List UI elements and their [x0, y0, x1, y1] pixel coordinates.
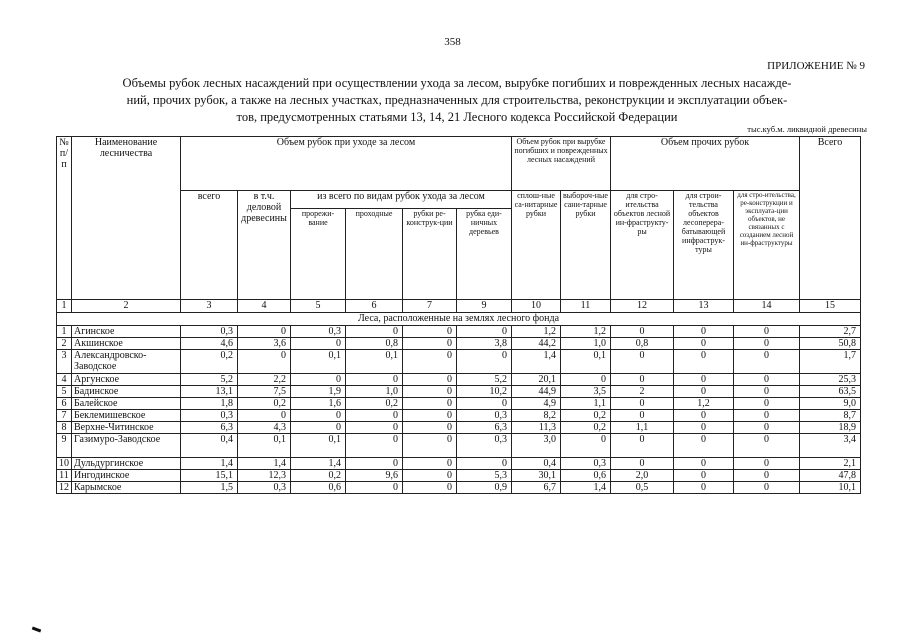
row-number: 11	[57, 470, 72, 482]
value-cell: 0	[611, 350, 674, 374]
value-cell: 0	[403, 482, 457, 494]
value-cell: 7,5	[238, 386, 291, 398]
value-cell: 0	[734, 386, 800, 398]
value-cell: 0	[403, 410, 457, 422]
column-number: 6	[346, 300, 403, 313]
value-cell: 3,6	[238, 338, 291, 350]
value-cell: 1,2	[512, 326, 561, 338]
forestry-name: Карымское	[72, 482, 181, 494]
forestry-name: Аргунское	[72, 374, 181, 386]
value-cell: 0	[346, 458, 403, 470]
appendix-label: ПРИЛОЖЕНИЕ № 9	[767, 60, 865, 72]
value-cell: 0	[403, 350, 457, 374]
column-number: 7	[403, 300, 457, 313]
header-care: Объем рубок при уходе за лесом	[181, 137, 512, 191]
value-cell: 1,4	[238, 458, 291, 470]
value-cell: 10,2	[457, 386, 512, 398]
value-cell: 0	[674, 458, 734, 470]
value-cell: 0	[291, 374, 346, 386]
value-cell: 0	[403, 338, 457, 350]
header-total: Всего	[800, 137, 861, 300]
value-cell: 0	[674, 482, 734, 494]
value-cell: 0	[561, 434, 611, 458]
value-cell: 44,9	[512, 386, 561, 398]
value-cell: 13,1	[181, 386, 238, 398]
value-cell: 1,4	[512, 350, 561, 374]
table-row	[57, 470, 861, 482]
value-cell: 0	[403, 470, 457, 482]
value-cell: 1,5	[181, 482, 238, 494]
value-cell: 0,2	[238, 398, 291, 410]
value-cell: 5,2	[457, 374, 512, 386]
value-cell: 25,3	[800, 374, 861, 386]
value-cell: 1,4	[561, 482, 611, 494]
value-cell: 0	[457, 398, 512, 410]
value-cell: 1,6	[291, 398, 346, 410]
value-cell: 8,2	[512, 410, 561, 422]
value-cell: 1,9	[291, 386, 346, 398]
value-cell: 63,5	[800, 386, 861, 398]
header-care-deloy: в т.ч. деловой древесины	[238, 191, 291, 300]
value-cell: 0	[734, 326, 800, 338]
row-number: 9	[57, 434, 72, 458]
value-cell: 0	[734, 410, 800, 422]
value-cell: 0,8	[346, 338, 403, 350]
value-cell: 0,9	[457, 482, 512, 494]
value-cell: 0	[346, 434, 403, 458]
value-cell: 0,6	[291, 482, 346, 494]
value-cell: 2,0	[611, 470, 674, 482]
table-row	[57, 398, 861, 410]
column-number: 13	[674, 300, 734, 313]
value-cell: 0,2	[561, 410, 611, 422]
forestry-name: Бадинское	[72, 386, 181, 398]
value-cell: 0,3	[291, 326, 346, 338]
value-cell: 0,1	[238, 434, 291, 458]
forestry-name: Александровско-Заводское	[72, 350, 181, 374]
value-cell: 0,3	[457, 434, 512, 458]
value-cell: 2,2	[238, 374, 291, 386]
value-cell: 4,3	[238, 422, 291, 434]
column-number: 11	[561, 300, 611, 313]
value-cell: 15,1	[181, 470, 238, 482]
value-cell: 3,4	[800, 434, 861, 458]
value-cell: 10,1	[800, 482, 861, 494]
row-number: 4	[57, 374, 72, 386]
value-cell: 0	[674, 386, 734, 398]
column-number: 4	[238, 300, 291, 313]
table-row	[57, 458, 861, 470]
value-cell: 0,3	[181, 410, 238, 422]
row-number: 8	[57, 422, 72, 434]
value-cell: 0,1	[291, 434, 346, 458]
value-cell: 0	[611, 410, 674, 422]
value-cell: 0	[674, 410, 734, 422]
value-cell: 8,7	[800, 410, 861, 422]
header-care-all: всего	[181, 191, 238, 300]
column-number: 1	[57, 300, 72, 313]
value-cell: 0	[674, 422, 734, 434]
value-cell: 0,8	[611, 338, 674, 350]
value-cell: 2	[611, 386, 674, 398]
value-cell: 6,7	[512, 482, 561, 494]
data-table	[56, 136, 861, 494]
value-cell: 0,2	[181, 350, 238, 374]
value-cell: 0	[346, 422, 403, 434]
value-cell: 1,1	[611, 422, 674, 434]
value-cell: 0	[403, 374, 457, 386]
value-cell: 2,7	[800, 326, 861, 338]
value-cell: 1,4	[181, 458, 238, 470]
value-cell: 0	[561, 374, 611, 386]
row-number: 12	[57, 482, 72, 494]
value-cell: 0	[238, 326, 291, 338]
page-number: 358	[444, 36, 461, 48]
value-cell: 0	[403, 398, 457, 410]
value-cell: 0	[291, 422, 346, 434]
table-row	[57, 326, 861, 338]
value-cell: 0,5	[611, 482, 674, 494]
row-number: 5	[57, 386, 72, 398]
value-cell: 0	[457, 458, 512, 470]
header-passing: проходные	[346, 209, 403, 300]
header-num: № п/ п	[57, 137, 72, 300]
header-other: Объем прочих рубок	[611, 137, 800, 191]
value-cell: 0	[734, 458, 800, 470]
header-care-by-type: из всего по видам рубок ухода за лесом	[291, 191, 512, 209]
value-cell: 0,4	[512, 458, 561, 470]
value-cell: 0	[403, 458, 457, 470]
value-cell: 0	[674, 374, 734, 386]
document-title-line-2: ний, прочих рубок, а также на лесных участках, предназначенных для строительства, реконструкции и эксплуатации объек-	[126, 93, 788, 107]
column-number: 14	[734, 300, 800, 313]
value-cell: 3,8	[457, 338, 512, 350]
value-cell: 0	[238, 410, 291, 422]
forestry-name: Верхне-Читинское	[72, 422, 181, 434]
value-cell: 0	[346, 482, 403, 494]
value-cell: 47,8	[800, 470, 861, 482]
value-cell: 0	[734, 398, 800, 410]
column-number: 5	[291, 300, 346, 313]
header-other-forest-infra: для стро-ительства объектов лесной ин-фраструкту-ры	[611, 191, 674, 300]
value-cell: 0	[611, 326, 674, 338]
row-number: 3	[57, 350, 72, 374]
value-cell: 0	[674, 470, 734, 482]
value-cell: 1,1	[561, 398, 611, 410]
value-cell: 50,8	[800, 338, 861, 350]
table-row	[57, 386, 861, 398]
value-cell: 0	[734, 374, 800, 386]
value-cell: 0	[734, 422, 800, 434]
value-cell: 0,3	[238, 482, 291, 494]
value-cell: 20,1	[512, 374, 561, 386]
value-cell: 0	[291, 338, 346, 350]
value-cell: 9,6	[346, 470, 403, 482]
scan-mark	[32, 627, 41, 633]
value-cell: 0	[734, 338, 800, 350]
value-cell: 5,3	[457, 470, 512, 482]
forestry-name: Ингодинское	[72, 470, 181, 482]
value-cell: 0	[457, 350, 512, 374]
value-cell: 0,3	[457, 410, 512, 422]
header-thinning: прорежи-вание	[291, 209, 346, 300]
table-row	[57, 482, 861, 494]
forestry-name: Акшинское	[72, 338, 181, 350]
table-row	[57, 374, 861, 386]
value-cell: 0,6	[561, 470, 611, 482]
table-row	[57, 434, 861, 458]
value-cell: 6,3	[457, 422, 512, 434]
value-cell: 44,2	[512, 338, 561, 350]
units-note: тыс.куб.м. ликвидной древесины	[747, 124, 867, 134]
value-cell: 0	[611, 458, 674, 470]
forestry-name: Дульдургинское	[72, 458, 181, 470]
value-cell: 0	[457, 326, 512, 338]
document-title-line-1: Объемы рубок лесных насаждений при осуществлении ухода за лесом, вырубке погибших и поврежденных лесных насажде-	[122, 76, 792, 90]
value-cell: 0,1	[291, 350, 346, 374]
value-cell: 0	[403, 434, 457, 458]
row-number: 6	[57, 398, 72, 410]
value-cell: 1,4	[291, 458, 346, 470]
value-cell: 2,1	[800, 458, 861, 470]
value-cell: 0,2	[346, 398, 403, 410]
value-cell: 0,2	[561, 422, 611, 434]
table-row	[57, 410, 861, 422]
value-cell: 9,0	[800, 398, 861, 410]
value-cell: 0	[734, 434, 800, 458]
value-cell: 0	[734, 482, 800, 494]
value-cell: 0	[611, 398, 674, 410]
column-number: 3	[181, 300, 238, 313]
table-row	[57, 338, 861, 350]
value-cell: 0	[346, 410, 403, 422]
value-cell: 0,4	[181, 434, 238, 458]
value-cell: 0,3	[181, 326, 238, 338]
forestry-name: Агинское	[72, 326, 181, 338]
value-cell: 1,2	[674, 398, 734, 410]
column-number: 12	[611, 300, 674, 313]
column-number: 15	[800, 300, 861, 313]
column-number: 2	[72, 300, 181, 313]
header-other-unrelated: для стро-ительства, ре-конструкции и эксплуата-ции объектов, не связанных с созданием лесной ин-фраструктуры	[734, 191, 800, 300]
header-dead: Объем рубок при вырубке погибших и поврежденных лесных насаждений	[512, 137, 611, 191]
row-number: 2	[57, 338, 72, 350]
value-cell: 0	[403, 422, 457, 434]
value-cell: 0	[734, 470, 800, 482]
value-cell: 0	[674, 338, 734, 350]
value-cell: 0	[403, 386, 457, 398]
value-cell: 0	[238, 350, 291, 374]
forestry-name: Беклемишевское	[72, 410, 181, 422]
document-title-line-3: тов, предусмотренных статьями 13, 14, 21 Лесного кодекса Российской Федерации	[236, 110, 678, 124]
value-cell: 0,1	[561, 350, 611, 374]
value-cell: 0	[611, 434, 674, 458]
value-cell: 0	[346, 374, 403, 386]
section-title: Леса, расположенные на землях лесного фонда	[57, 313, 861, 326]
value-cell: 12,3	[238, 470, 291, 482]
value-cell: 30,1	[512, 470, 561, 482]
header-dead-clear: сплош-ные са-нитарные рубки	[512, 191, 561, 300]
value-cell: 6,3	[181, 422, 238, 434]
value-cell: 0	[674, 434, 734, 458]
value-cell: 0	[734, 350, 800, 374]
value-cell: 0,3	[561, 458, 611, 470]
value-cell: 3,0	[512, 434, 561, 458]
header-other-processing: для строи-тельства объектов лесоперера-батывающей инфраструк-туры	[674, 191, 734, 300]
value-cell: 0	[674, 350, 734, 374]
header-name: Наименование лесничества	[72, 137, 181, 300]
value-cell: 0,2	[291, 470, 346, 482]
value-cell: 18,9	[800, 422, 861, 434]
value-cell: 0	[674, 326, 734, 338]
value-cell: 4,9	[512, 398, 561, 410]
row-number: 7	[57, 410, 72, 422]
value-cell: 0	[346, 326, 403, 338]
value-cell: 1,8	[181, 398, 238, 410]
value-cell: 1,0	[561, 338, 611, 350]
value-cell: 0	[611, 374, 674, 386]
column-number: 10	[512, 300, 561, 313]
row-number: 10	[57, 458, 72, 470]
value-cell: 3,5	[561, 386, 611, 398]
header-single-trees: рубка еди-ничных деревьев	[457, 209, 512, 300]
header-reconstruction: рубки ре-конструк-ции	[403, 209, 457, 300]
value-cell: 0	[403, 326, 457, 338]
value-cell: 0	[291, 410, 346, 422]
row-number: 1	[57, 326, 72, 338]
table-row	[57, 350, 861, 374]
value-cell: 1,7	[800, 350, 861, 374]
header-dead-select: выбороч-ные сани-тарные рубки	[561, 191, 611, 300]
value-cell: 4,6	[181, 338, 238, 350]
value-cell: 1,0	[346, 386, 403, 398]
value-cell: 1,2	[561, 326, 611, 338]
table-row	[57, 422, 861, 434]
column-number: 9	[457, 300, 512, 313]
forestry-name: Газимуро-Заводское	[72, 434, 181, 458]
value-cell: 11,3	[512, 422, 561, 434]
value-cell: 0,1	[346, 350, 403, 374]
forestry-name: Балейское	[72, 398, 181, 410]
value-cell: 5,2	[181, 374, 238, 386]
